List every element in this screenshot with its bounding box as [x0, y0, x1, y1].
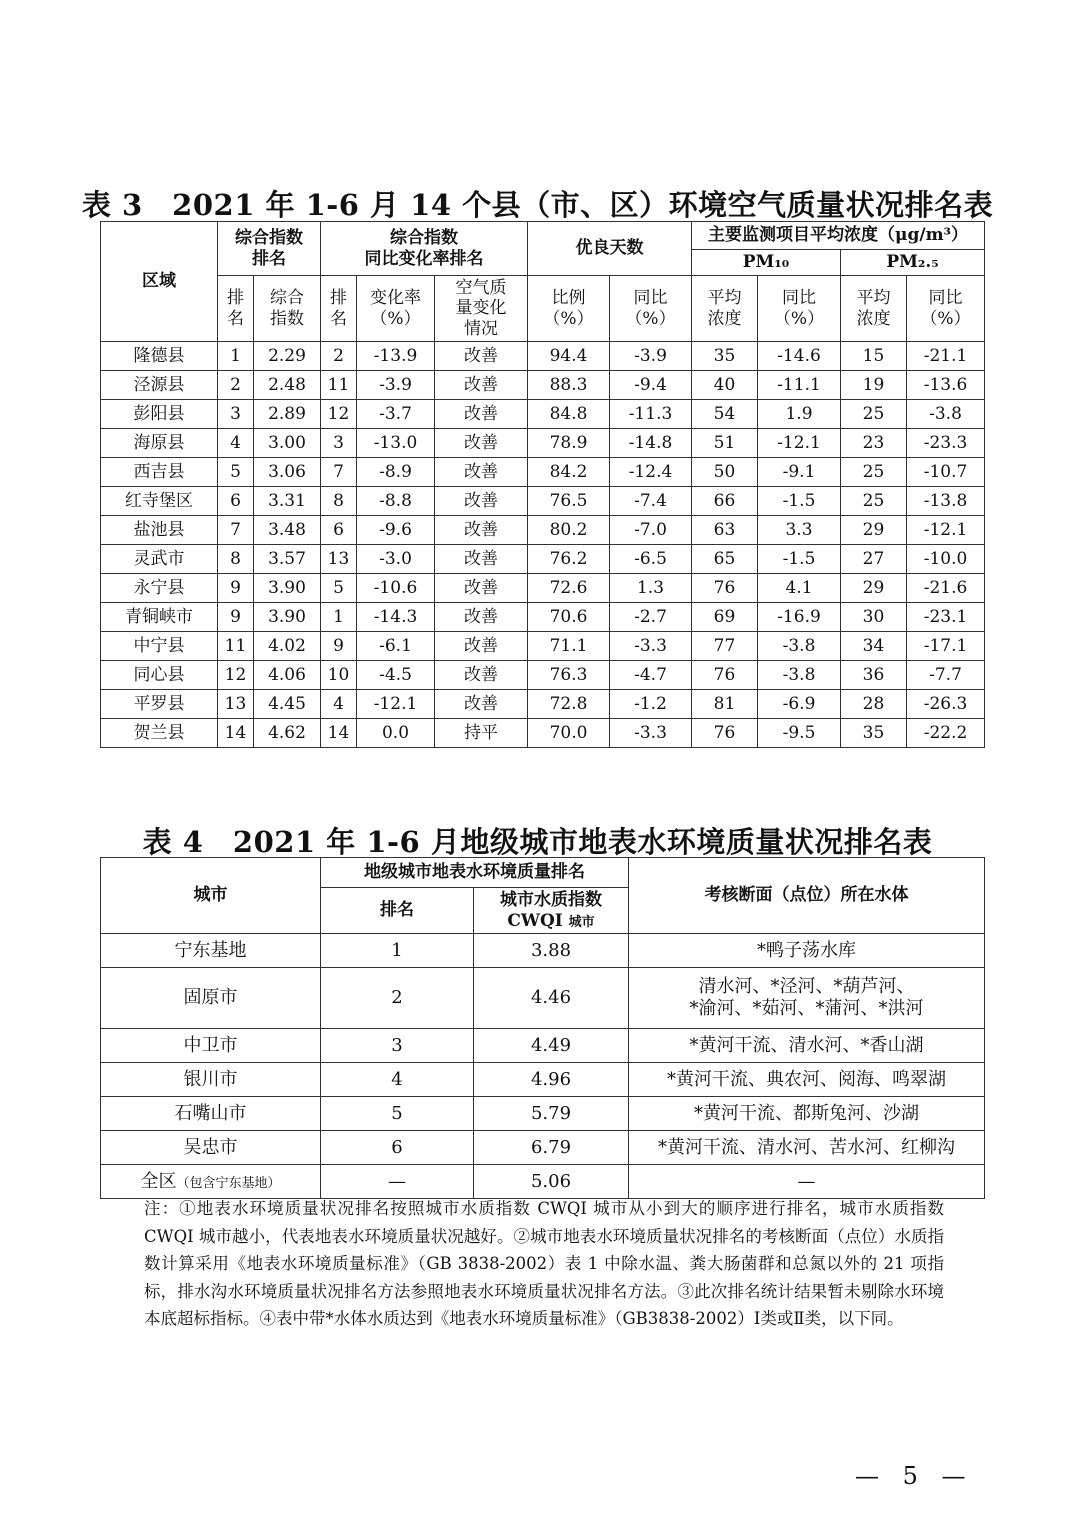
cell-pm10-avg: 76	[692, 661, 758, 690]
cell-ratio: 88.3	[528, 371, 610, 400]
cell-yoy: -4.7	[610, 661, 692, 690]
cell-cwqi: 4.49	[474, 1029, 629, 1063]
cell-aq-change: 改善	[435, 371, 528, 400]
cell-index: 3.31	[254, 487, 321, 516]
cell-yoy: -9.4	[610, 371, 692, 400]
header-yoy: 同比 （%）	[610, 276, 692, 342]
cell-pm25-avg: 23	[841, 429, 907, 458]
cell-aq-change: 改善	[435, 603, 528, 632]
cell-pm10-avg: 51	[692, 429, 758, 458]
cell-aq-change: 改善	[435, 458, 528, 487]
cell-city: 银川市	[101, 1063, 321, 1097]
cell-pm25-yoy: -17.1	[907, 632, 985, 661]
header-main-items: 主要监测项目平均浓度（μg/m³）	[692, 222, 985, 250]
cell-pm10-yoy: 4.1	[758, 574, 841, 603]
header-cwqi-label: 城市水质指数	[500, 890, 602, 911]
cell-yoy: -3.3	[610, 719, 692, 748]
header-cwqi	[474, 888, 629, 934]
cell-yoy-rank: 2	[321, 342, 357, 371]
cell-pm25-avg: 15	[841, 342, 907, 371]
cell-yoy-rank: 7	[321, 458, 357, 487]
table-row	[101, 342, 985, 371]
cell-pm25-avg: 19	[841, 371, 907, 400]
cell-region: 泾源县	[101, 371, 218, 400]
cell-rank: 5	[218, 458, 254, 487]
cell-pm10-yoy: -12.1	[758, 429, 841, 458]
cell-index: 2.89	[254, 400, 321, 429]
cell-ratio: 76.3	[528, 661, 610, 690]
cell-region: 永宁县	[101, 574, 218, 603]
cell-pm10-yoy: -6.9	[758, 690, 841, 719]
cell-cwqi: 5.79	[474, 1097, 629, 1131]
table-row	[101, 661, 985, 690]
cell-cwqi: 3.88	[474, 934, 629, 968]
table4-note: 注：①地表水环境质量状况排名按照城市水质指数 CWQI 城市从小到大的顺序进行排名，城市水质指数 CWQI 城市越小，代表地表水环境质量状况越好。②城市地表水环境质量状况排名的考核断面（点位）水质指数计算采用《地表水环境质量标准》（GB 3838-2002）表 1 中除水温、粪大肠菌群和总氮以外的 21 项指标，排水沟水环境质量状况排名方法参照地表水环境质量状况排名方法。③此次排名统计结果暂未剔除水环境本底超标指标。④表中带*水体水质达到《地表水环境质量标准》（GB3838-2002）Ⅰ类或Ⅱ类，以下同。	[144, 1199, 944, 1328]
header-yoy-rank: 综合指数 同比变化率排名	[321, 222, 528, 276]
cell-aq-change: 改善	[435, 632, 528, 661]
cell-rank: 9	[218, 603, 254, 632]
cell-ratio: 84.2	[528, 458, 610, 487]
cell-rank: 11	[218, 632, 254, 661]
header-avg-pm10: 平均 浓度	[692, 276, 758, 342]
cell-rank: 5	[321, 1097, 474, 1131]
cell-pm25-yoy: -10.7	[907, 458, 985, 487]
cell-index: 2.48	[254, 371, 321, 400]
table-row	[101, 603, 985, 632]
table3-body	[101, 342, 985, 748]
cell-rank: 3	[321, 1029, 474, 1063]
cell-change-rate: -4.5	[357, 661, 435, 690]
cell-city: 固原市	[101, 968, 321, 1029]
cell-yoy: -7.4	[610, 487, 692, 516]
cell-pm25-avg: 25	[841, 458, 907, 487]
table-row	[101, 1029, 985, 1063]
cell-aq-change: 改善	[435, 342, 528, 371]
cell-water-body: 清水河、*泾河、*葫芦河、 *渝河、*茹河、*蒲河、*洪河	[629, 968, 985, 1029]
surface-water-ranking-table	[100, 857, 985, 1199]
air-quality-ranking-table	[100, 221, 985, 748]
header-cwqi-sub: 城市	[568, 914, 595, 930]
header-change-rate: 变化率 （%）	[357, 276, 435, 342]
cell-aq-change: 持平	[435, 719, 528, 748]
cell-cwqi: 4.96	[474, 1063, 629, 1097]
cell-yoy-rank: 11	[321, 371, 357, 400]
cell-pm10-yoy: -9.1	[758, 458, 841, 487]
cell-rank: 2	[218, 371, 254, 400]
cell-pm25-yoy: -3.8	[907, 400, 985, 429]
cell-yoy-rank: 12	[321, 400, 357, 429]
cell-change-rate: 0.0	[357, 719, 435, 748]
header-pm25: PM₂.₅	[841, 250, 985, 276]
cell-pm10-yoy: -14.6	[758, 342, 841, 371]
header-region: 区域	[101, 222, 218, 342]
cell-region: 彭阳县	[101, 400, 218, 429]
table-row	[101, 516, 985, 545]
cell-region: 灵武市	[101, 545, 218, 574]
cell-yoy-rank: 14	[321, 719, 357, 748]
cell-change-rate: -3.0	[357, 545, 435, 574]
cell-pm25-avg: 27	[841, 545, 907, 574]
cell-index: 2.29	[254, 342, 321, 371]
cell-pm25-yoy: -26.3	[907, 690, 985, 719]
table-row	[101, 458, 985, 487]
cell-rank: 4	[321, 1063, 474, 1097]
cell-aq-change: 改善	[435, 690, 528, 719]
cell-pm10-yoy: -3.8	[758, 632, 841, 661]
cell-pm25-avg: 25	[841, 487, 907, 516]
cell-yoy-rank: 4	[321, 690, 357, 719]
cell-pm10-yoy: 3.3	[758, 516, 841, 545]
cell-rank: 4	[218, 429, 254, 458]
cell-pm10-avg: 63	[692, 516, 758, 545]
cell-pm10-yoy: -3.8	[758, 661, 841, 690]
table-row	[101, 934, 985, 968]
cell-water-body: —	[629, 1165, 985, 1199]
cell-index: 4.62	[254, 719, 321, 748]
cell-pm10-yoy: -9.5	[758, 719, 841, 748]
cell-pm10-avg: 35	[692, 342, 758, 371]
table-row	[101, 1097, 985, 1131]
cell-water-body: *黄河干流、清水河、苦水河、红柳沟	[629, 1131, 985, 1165]
cell-pm10-avg: 40	[692, 371, 758, 400]
table-row	[101, 400, 985, 429]
cell-pm25-avg: 29	[841, 516, 907, 545]
cell-aq-change: 改善	[435, 400, 528, 429]
cell-rank: 7	[218, 516, 254, 545]
cell-ratio: 72.8	[528, 690, 610, 719]
cell-yoy: -7.0	[610, 516, 692, 545]
cell-rank: 13	[218, 690, 254, 719]
cell-pm10-yoy: 1.9	[758, 400, 841, 429]
cell-yoy: -3.9	[610, 342, 692, 371]
table3-title: 表 3 2021 年 1-6 月 14 个县（市、区）环境空气质量状况排名表	[81, 188, 994, 222]
cell-pm25-avg: 29	[841, 574, 907, 603]
cell-yoy: -12.4	[610, 458, 692, 487]
header-city: 城市	[101, 858, 321, 934]
cell-yoy-rank: 3	[321, 429, 357, 458]
table-row	[101, 690, 985, 719]
cell-yoy: -3.3	[610, 632, 692, 661]
cell-index: 4.02	[254, 632, 321, 661]
total-city-note: （包含宁东基地）	[176, 1175, 281, 1191]
header-yoy-pm25: 同比 （%）	[907, 276, 985, 342]
cell-pm10-avg: 66	[692, 487, 758, 516]
cell-pm10-yoy: -16.9	[758, 603, 841, 632]
cell-region: 贺兰县	[101, 719, 218, 748]
table-row	[101, 429, 985, 458]
cell-city	[101, 1165, 321, 1199]
cell-pm10-avg: 50	[692, 458, 758, 487]
cell-change-rate: -3.7	[357, 400, 435, 429]
cell-pm25-yoy: -22.2	[907, 719, 985, 748]
cell-yoy-rank: 8	[321, 487, 357, 516]
header-good-days: 优良天数	[528, 222, 692, 276]
cell-rank: 8	[218, 545, 254, 574]
cell-cwqi: 5.06	[474, 1165, 629, 1199]
cell-region: 海原县	[101, 429, 218, 458]
header-avg-pm25: 平均 浓度	[841, 276, 907, 342]
cell-rank: 6	[218, 487, 254, 516]
cell-pm25-avg: 35	[841, 719, 907, 748]
cell-ratio: 80.2	[528, 516, 610, 545]
cell-region: 红寺堡区	[101, 487, 218, 516]
cell-pm25-yoy: -13.6	[907, 371, 985, 400]
cell-change-rate: -8.8	[357, 487, 435, 516]
cell-rank: 1	[321, 934, 474, 968]
cell-water-body: *鸭子荡水库	[629, 934, 985, 968]
cell-water-body: *黄河干流、典农河、阅海、鸣翠湖	[629, 1063, 985, 1097]
cell-ratio: 72.6	[528, 574, 610, 603]
cell-region: 同心县	[101, 661, 218, 690]
header-index: 综合 指数	[254, 276, 321, 342]
cell-rank: 12	[218, 661, 254, 690]
cell-pm10-yoy: -1.5	[758, 545, 841, 574]
table-row	[101, 719, 985, 748]
cell-aq-change: 改善	[435, 487, 528, 516]
cell-index: 4.45	[254, 690, 321, 719]
cell-rank: 1	[218, 342, 254, 371]
cell-rank: 9	[218, 574, 254, 603]
total-city-label: 全区	[140, 1170, 177, 1192]
cell-change-rate: -14.3	[357, 603, 435, 632]
cell-region: 中宁县	[101, 632, 218, 661]
cell-pm10-avg: 76	[692, 574, 758, 603]
cell-pm10-avg: 81	[692, 690, 758, 719]
cell-change-rate: -8.9	[357, 458, 435, 487]
cell-region: 盐池县	[101, 516, 218, 545]
cell-index: 3.90	[254, 603, 321, 632]
cell-aq-change: 改善	[435, 516, 528, 545]
header-ratio: 比例 （%）	[528, 276, 610, 342]
table4-body	[101, 934, 985, 1199]
cell-pm10-avg: 65	[692, 545, 758, 574]
cell-pm25-avg: 30	[841, 603, 907, 632]
cell-rank: 3	[218, 400, 254, 429]
cell-aq-change: 改善	[435, 545, 528, 574]
cell-ratio: 78.9	[528, 429, 610, 458]
cell-pm25-avg: 34	[841, 632, 907, 661]
table-row	[101, 487, 985, 516]
cell-rank: 14	[218, 719, 254, 748]
cell-aq-change: 改善	[435, 574, 528, 603]
cell-pm25-yoy: -21.6	[907, 574, 985, 603]
cell-region: 西吉县	[101, 458, 218, 487]
cell-ratio: 76.5	[528, 487, 610, 516]
cell-ratio: 70.0	[528, 719, 610, 748]
header-composite-rank: 综合指数 排名	[218, 222, 321, 276]
cell-water-body: *黄河干流、都斯兔河、沙湖	[629, 1097, 985, 1131]
header-yoy-pm10: 同比 （%）	[758, 276, 841, 342]
table-row-total	[101, 1165, 985, 1199]
cell-ratio: 84.8	[528, 400, 610, 429]
cell-pm25-yoy: -10.0	[907, 545, 985, 574]
cell-yoy: -11.3	[610, 400, 692, 429]
cell-water-body: *黄河干流、清水河、*香山湖	[629, 1029, 985, 1063]
cell-pm25-yoy: -21.1	[907, 342, 985, 371]
cell-city: 中卫市	[101, 1029, 321, 1063]
cell-rank: —	[321, 1165, 474, 1199]
cell-ratio: 76.2	[528, 545, 610, 574]
cell-region: 平罗县	[101, 690, 218, 719]
cell-city: 宁东基地	[101, 934, 321, 968]
cell-change-rate: -10.6	[357, 574, 435, 603]
cell-index: 3.48	[254, 516, 321, 545]
cell-region: 隆德县	[101, 342, 218, 371]
cell-yoy-rank: 5	[321, 574, 357, 603]
cell-index: 4.06	[254, 661, 321, 690]
cell-index: 3.57	[254, 545, 321, 574]
header-pm10: PM₁₀	[692, 250, 841, 276]
cell-pm10-yoy: -11.1	[758, 371, 841, 400]
cell-yoy-rank: 6	[321, 516, 357, 545]
header-cwqi-code: CWQI	[507, 910, 563, 931]
cell-ratio: 71.1	[528, 632, 610, 661]
cell-index: 3.00	[254, 429, 321, 458]
cell-pm10-avg: 76	[692, 719, 758, 748]
cell-pm10-avg: 54	[692, 400, 758, 429]
table-row	[101, 632, 985, 661]
cell-pm25-avg: 28	[841, 690, 907, 719]
cell-yoy: 1.3	[610, 574, 692, 603]
table-row	[101, 1063, 985, 1097]
page-number: — 5 —	[855, 1462, 974, 1490]
header-rank: 排 名	[218, 276, 254, 342]
cell-change-rate: -13.0	[357, 429, 435, 458]
header-rank2: 排 名	[321, 276, 357, 342]
table-row	[101, 574, 985, 603]
cell-pm25-yoy: -12.1	[907, 516, 985, 545]
cell-yoy-rank: 1	[321, 603, 357, 632]
header-water-body: 考核断面（点位）所在水体	[629, 858, 985, 934]
cell-pm10-yoy: -1.5	[758, 487, 841, 516]
cell-region: 青铜峡市	[101, 603, 218, 632]
cell-rank: 6	[321, 1131, 474, 1165]
header-aq-change: 空气质 量变化 情况	[435, 276, 528, 342]
cell-pm25-avg: 36	[841, 661, 907, 690]
cell-change-rate: -12.1	[357, 690, 435, 719]
cell-yoy: -14.8	[610, 429, 692, 458]
cell-change-rate: -6.1	[357, 632, 435, 661]
table-row	[101, 1131, 985, 1165]
cell-yoy-rank: 13	[321, 545, 357, 574]
cell-ratio: 94.4	[528, 342, 610, 371]
cell-cwqi: 4.46	[474, 968, 629, 1029]
cell-cwqi: 6.79	[474, 1131, 629, 1165]
cell-pm25-yoy: -13.8	[907, 487, 985, 516]
cell-index: 3.90	[254, 574, 321, 603]
cell-ratio: 70.6	[528, 603, 610, 632]
cell-pm25-avg: 25	[841, 400, 907, 429]
cell-rank: 2	[321, 968, 474, 1029]
cell-aq-change: 改善	[435, 661, 528, 690]
table-row	[101, 545, 985, 574]
cell-pm25-yoy: -23.1	[907, 603, 985, 632]
cell-index: 3.06	[254, 458, 321, 487]
table-row	[101, 968, 985, 1029]
cell-yoy: -6.5	[610, 545, 692, 574]
table-row	[101, 371, 985, 400]
table4-title: 表 4 2021 年 1-6 月地级城市地表水环境质量状况排名表	[142, 825, 933, 859]
cell-pm25-yoy: -23.3	[907, 429, 985, 458]
cell-change-rate: -3.9	[357, 371, 435, 400]
cell-city: 吴忠市	[101, 1131, 321, 1165]
cell-yoy: -2.7	[610, 603, 692, 632]
cell-change-rate: -13.9	[357, 342, 435, 371]
cell-pm25-yoy: -7.7	[907, 661, 985, 690]
cell-yoy-rank: 10	[321, 661, 357, 690]
cell-yoy-rank: 9	[321, 632, 357, 661]
cell-city: 石嘴山市	[101, 1097, 321, 1131]
cell-change-rate: -9.6	[357, 516, 435, 545]
header-water-rank-group: 地级城市地表水环境质量排名	[321, 858, 629, 888]
cell-yoy: -1.2	[610, 690, 692, 719]
cell-pm10-avg: 77	[692, 632, 758, 661]
header-water-rank: 排名	[321, 888, 474, 934]
cell-pm10-avg: 69	[692, 603, 758, 632]
cell-aq-change: 改善	[435, 429, 528, 458]
